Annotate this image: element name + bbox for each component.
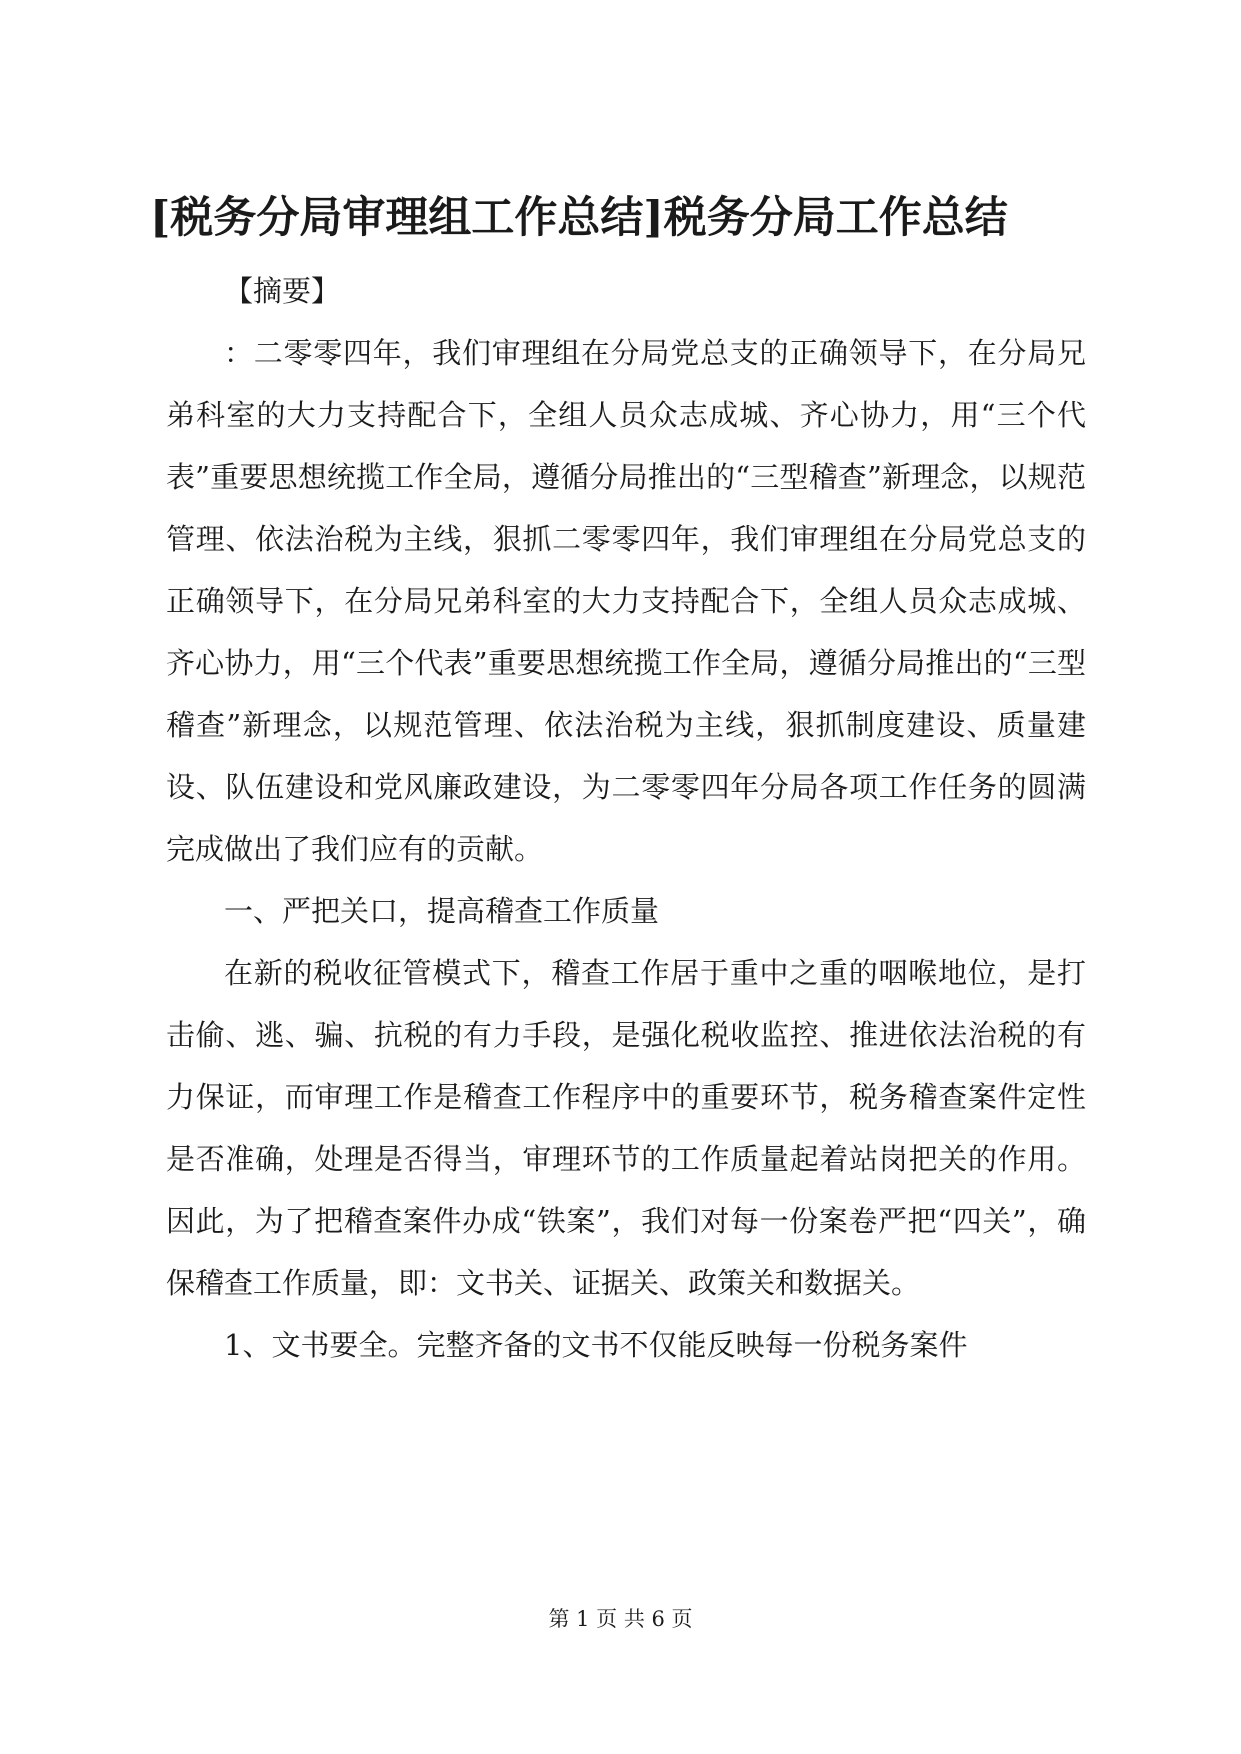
paragraph-section-1: 在新的税收征管模式下，稽查工作居于重中之重的咽喉地位，是打击偷、逃、骗、抗税的有力手段，是强化税收监控、推进依法治税的有力保证，而审理工作是稽查工作程序中的重要环节，税务稽查案件定性是否准确，处理是否得当，审理环节的工作质量起着站岗把关的作用。因此，为了把稽查案件办成“铁案”，我们对每一份案卷严把“四关”，确保稽查工作质量，即：文书关、证据关、政策关和数据关。: [166, 956, 1086, 1300]
page-footer: 第 1 页 共 6 页: [548, 1607, 693, 1631]
abstract-label: 【摘要】: [224, 274, 341, 308]
document-body: [166, 260, 1086, 1376]
paragraph-intro: ：二零零四年，我们审理组在分局党总支的正确领导下，在分局兄弟科室的大力支持配合下，全组人员众志成城、齐心协力，用“三个代表”重要思想统揽工作全局，遵循分局推出的“三型稽查”新理念，以规范管理、依法治税为主线，狠抓二零零四年，我们审理组在分局党总支的正确领导下，在分局兄弟科室的大力支持配合下，全组人员众志成城、齐心协力，用“三个代表”重要思想统揽工作全局，遵循分局推出的“三型稽查”新理念，以规范管理、依法治税为主线，狠抓制度建设、质量建设、队伍建设和党风廉政建设，为二零零四年分局各项工作任务的圆满完成做出了我们应有的贡献。: [166, 336, 1086, 866]
section-heading-1: 一、严把关口，提高稽查工作质量: [224, 894, 660, 928]
document-title: [税务分局审理组工作总结]税务分局工作总结: [150, 193, 1008, 243]
paragraph-item-1: 1、文书要全。完整齐备的文书不仅能反映每一份税务案件: [224, 1328, 968, 1362]
